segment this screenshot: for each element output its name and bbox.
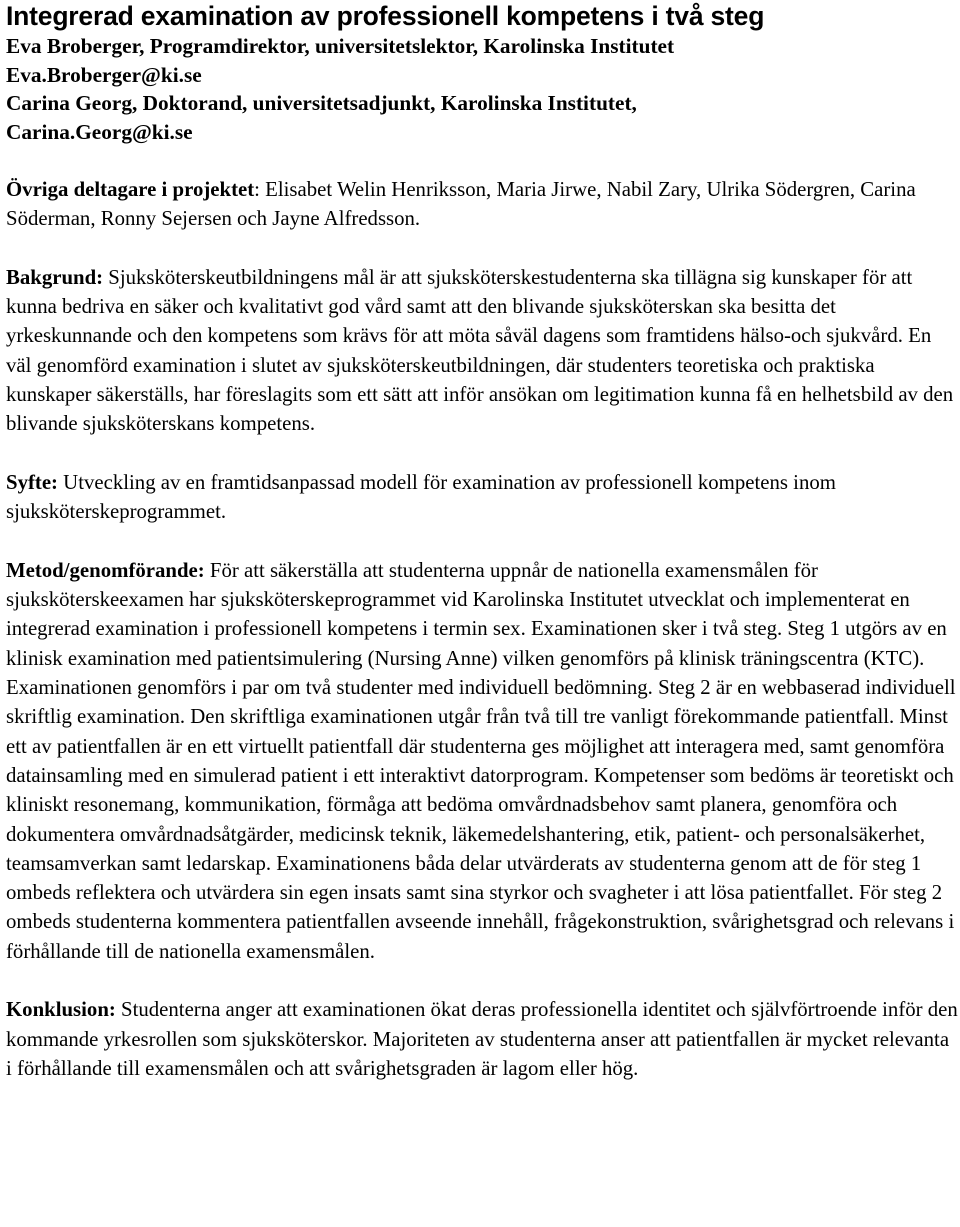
conclusion-text: Studenterna anger att examinationen ökat deras professionella identitet och självförtroende inför den kommande yrkesrollen som sjuksköterskor. Majoriteten av studenterna anser att patientfallen är mycket relevanta i förhållande till examensmålen och att svårighetsgraden är lagom eller hög. — [6, 998, 958, 1080]
background-label: Bakgrund: — [6, 265, 104, 289]
conclusion-label: Konklusion: — [6, 998, 116, 1022]
method-text: För att säkerställa att studenterna uppnår de nationella examensmålen för sjuksköterskeexamen har sjuksköterskeprogrammet vid Karolinska Institutet utvecklat och implementerat en integrerad examination i professionell kompetens i termin sex. Examinationen sker i två steg. Steg 1 utgörs av en klinisk examination med patientsimulering (Nursing Anne) vilken genomförs på klinisk träningscentra (KTC). Examinationen genomförs i par om två studenter med individuell bedömning. Steg 2 är en webbaserad individuell skriftlig examination. Den skriftliga examinationen utgår från två till tre vanligt förekommande patientfall. Minst ett av patientfallen är en ett virtuellt patientfall där studenterna ges möjlighet att interagera med, samt genomföra datainsamling med en simulerad patient i ett interaktivt datorprogram. Kompetenser som bedöms är teoretiskt och kliniskt resonemang, kommunikation, förmåga att bedöma omvårdnadsbehov samt planera, genomföra och dokumentera omvårdnadsåtgärder, medicinsk teknik, läkemedelshantering, etik, patient- och personalsäkerhet, teamsamverkan samt ledarskap. Examinationens båda delar utvärderats av studenterna genom att de för steg 1 ombeds reflektera och utvärdera sin egen insats samt sina styrkor och svagheter i att lösa patientfallet. För steg 2 ombeds studenterna kommentera patientfallen avseende innehåll, frågekonstruktion, svårighetsgrad och relevans i förhållande till de nationella examensmålen. — [6, 558, 956, 963]
aim-text: Utveckling av en framtidsanpassad modell för examination av professionell kompetens inom sjuksköterskeprogrammet. — [6, 470, 836, 524]
participants-text: : Elisabet Welin Henriksson, Maria Jirwe, Nabil Zary, Ulrika Södergren, Carina Söderman, Ronny Sejersen och Jayne Alfredsson. — [6, 177, 916, 231]
background-paragraph — [6, 263, 958, 439]
participants-paragraph — [6, 175, 958, 234]
author-line: Eva Broberger, Programdirektor, universitetslektor, Karolinska Institutet — [6, 34, 675, 58]
method-paragraph — [6, 556, 958, 966]
author-line: Carina Georg, Doktorand, universitetsadjunkt, Karolinska Institutet, — [6, 91, 637, 116]
author-email: Eva.Broberger@ki.se — [6, 62, 202, 87]
author-list — [6, 32, 958, 146]
document-title: Integrerad examination av professionell kompetens i två steg — [6, 1, 765, 31]
method-label: Metod/genomförande: — [6, 558, 205, 582]
aim-paragraph — [6, 468, 958, 527]
author-email: Carina.Georg@ki.se — [6, 119, 193, 144]
conclusion-paragraph — [6, 995, 958, 1083]
background-text: Sjuksköterskeutbildningens mål är att sjuksköterskestudenterna ska tillägna sig kunskaper för att kunna bedriva en säker och kvalitativt god vård samt att den blivande sjuksköterskan ska besitta det yrkeskunnande och den kompetens som krävs för att möta såväl dagens som framtidens hälso-och sjukvård. En väl genomförd examination i slutet av sjuksköterskeutbildningen, där studenters teoretiska och praktiska kunskaper säkerställs, har föreslagits som ett sätt att inför ansökan om legitimation kunna få en helhetsbild av den blivande sjuksköterskans kompetens. — [6, 265, 954, 436]
participants-label: Övriga deltagare i projektet — [6, 177, 255, 201]
aim-label: Syfte: — [6, 470, 58, 494]
